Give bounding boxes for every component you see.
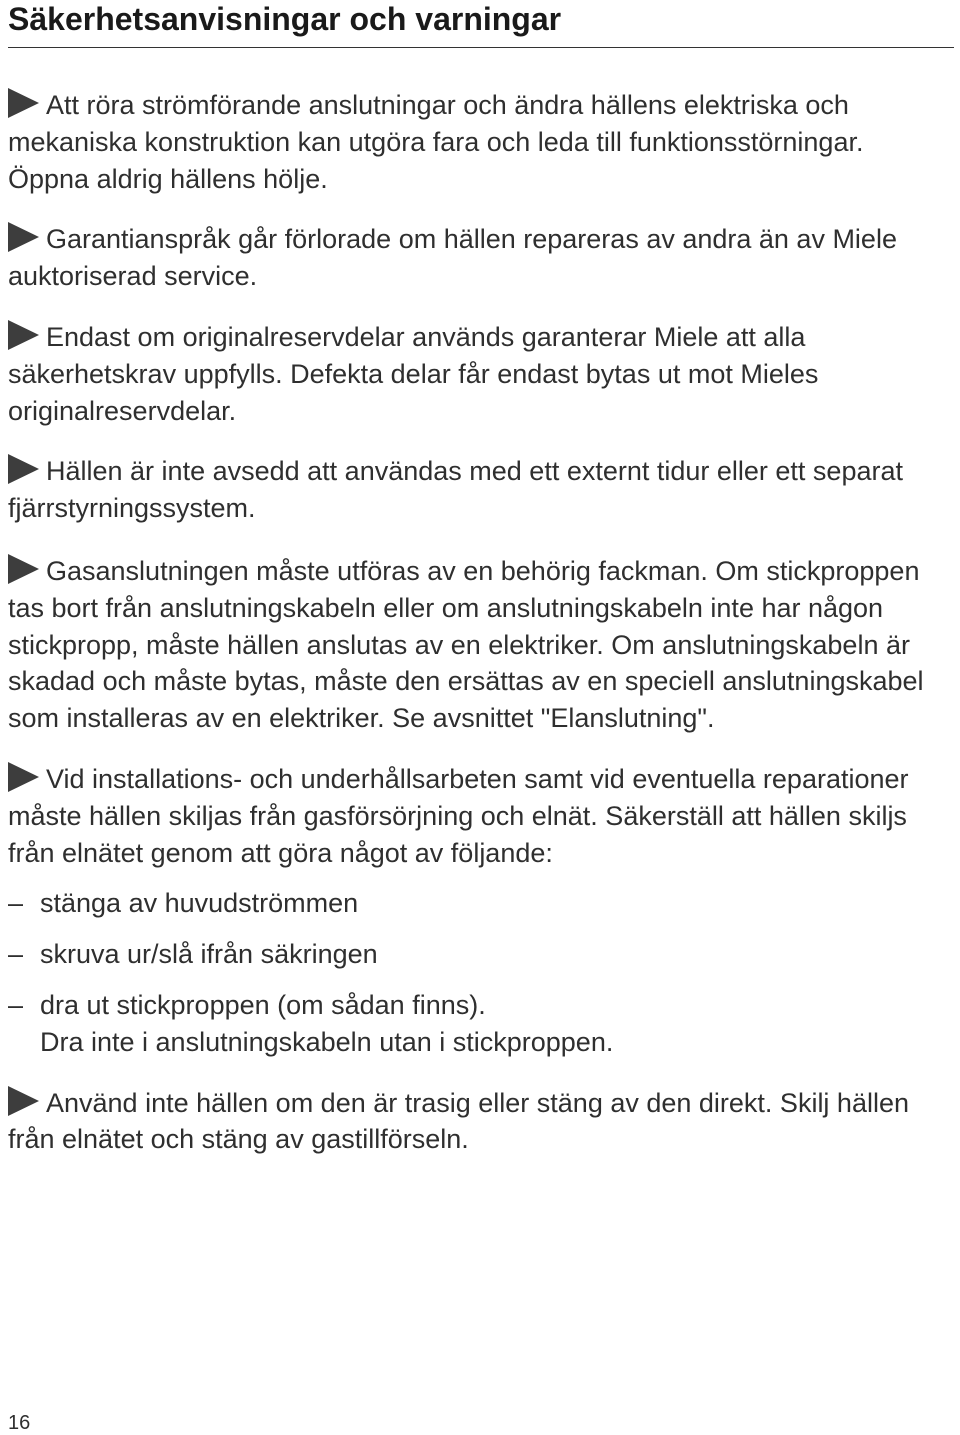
page-title: Säkerhetsanvisningar och varningar (8, 1, 562, 37)
list-item-text: skruva ur/slå ifrån säkringen (40, 939, 378, 970)
triangle-arrow-icon (8, 222, 39, 252)
warning-text-6: Vid installations- och underhållsarbeten samt vid eventuella reparationer måste hällen skiljas från gasförsörjning och elnät. Säkerställ att hällen skiljs från elnätet genom att göra något av följande: (8, 763, 909, 868)
list-item (8, 936, 954, 973)
triangle-arrow-icon (8, 88, 39, 118)
warning-text-4: Hällen är inte avsedd att användas med ett externt tidur eller ett separat fjärrstyrningssystem. (8, 456, 903, 524)
triangle-arrow-icon (8, 320, 39, 350)
warnings-section (8, 87, 954, 1158)
dash-marker: – (8, 939, 24, 970)
triangle-arrow-icon (8, 762, 39, 792)
triangle-arrow-icon (8, 454, 39, 484)
list-item (8, 987, 954, 1061)
list-item-text: dra ut stickproppen (om sådan finns). Dra inte i anslutningskabeln utan i stickproppen. (40, 989, 614, 1057)
warning-text-block-6 (8, 761, 954, 871)
warning-item-2 (8, 221, 954, 295)
warning-text-1: Att röra strömförande anslutningar och ändra hällens elektriska och mekaniska konstruktion kan utgöra fara och leda till funktionsstörningar. (8, 90, 864, 157)
warning-text-7: Använd inte hällen om den är trasig eller stäng av den direkt. Skilj hällen från elnätet och stäng av gastillförseln. (8, 1087, 909, 1155)
warning-text-5: Gasanslutningen måste utföras av en behörig fackman. Om stickproppen tas bort från anslutningskabeln eller om anslutningskabeln inte har någon stickpropp, måste hällen anslutas av en elektriker. Om anslutningskabeln är skadad och måste bytas, måste den ersättas av en speciell anslutningskabel som installeras av en elektriker. Se avsnittet "Elanslutning". (8, 555, 924, 734)
warning-text-2: Garantianspråk går förlorade om hällen repareras av andra än av Miele auktoriserad service. (8, 224, 897, 292)
triangle-arrow-icon (8, 1086, 39, 1116)
triangle-arrow-icon (8, 554, 39, 584)
warning-item-5 (8, 553, 954, 737)
warning-item-3 (8, 319, 954, 429)
dash-marker: – (8, 888, 24, 919)
list-item-text: stänga av huvudströmmen (40, 888, 359, 919)
warning-followup-1: Öppna aldrig hällens hölje. (8, 163, 328, 194)
warning-item-7 (8, 1085, 954, 1159)
warning-item-1 (8, 87, 954, 197)
warning-item-4 (8, 453, 954, 527)
warning-item-6 (8, 761, 954, 1061)
page-number: 16 (8, 1412, 31, 1434)
warning-text-3: Endast om originalreservdelar används garanterar Miele att alla säkerhetskrav uppfylls. Defekta delar får endast bytas ut mot Mieles originalreservdelar. (8, 321, 819, 426)
disconnect-options-list (8, 885, 954, 1060)
dash-marker: – (8, 989, 24, 1020)
title-divider (8, 47, 954, 48)
list-item (8, 885, 954, 922)
